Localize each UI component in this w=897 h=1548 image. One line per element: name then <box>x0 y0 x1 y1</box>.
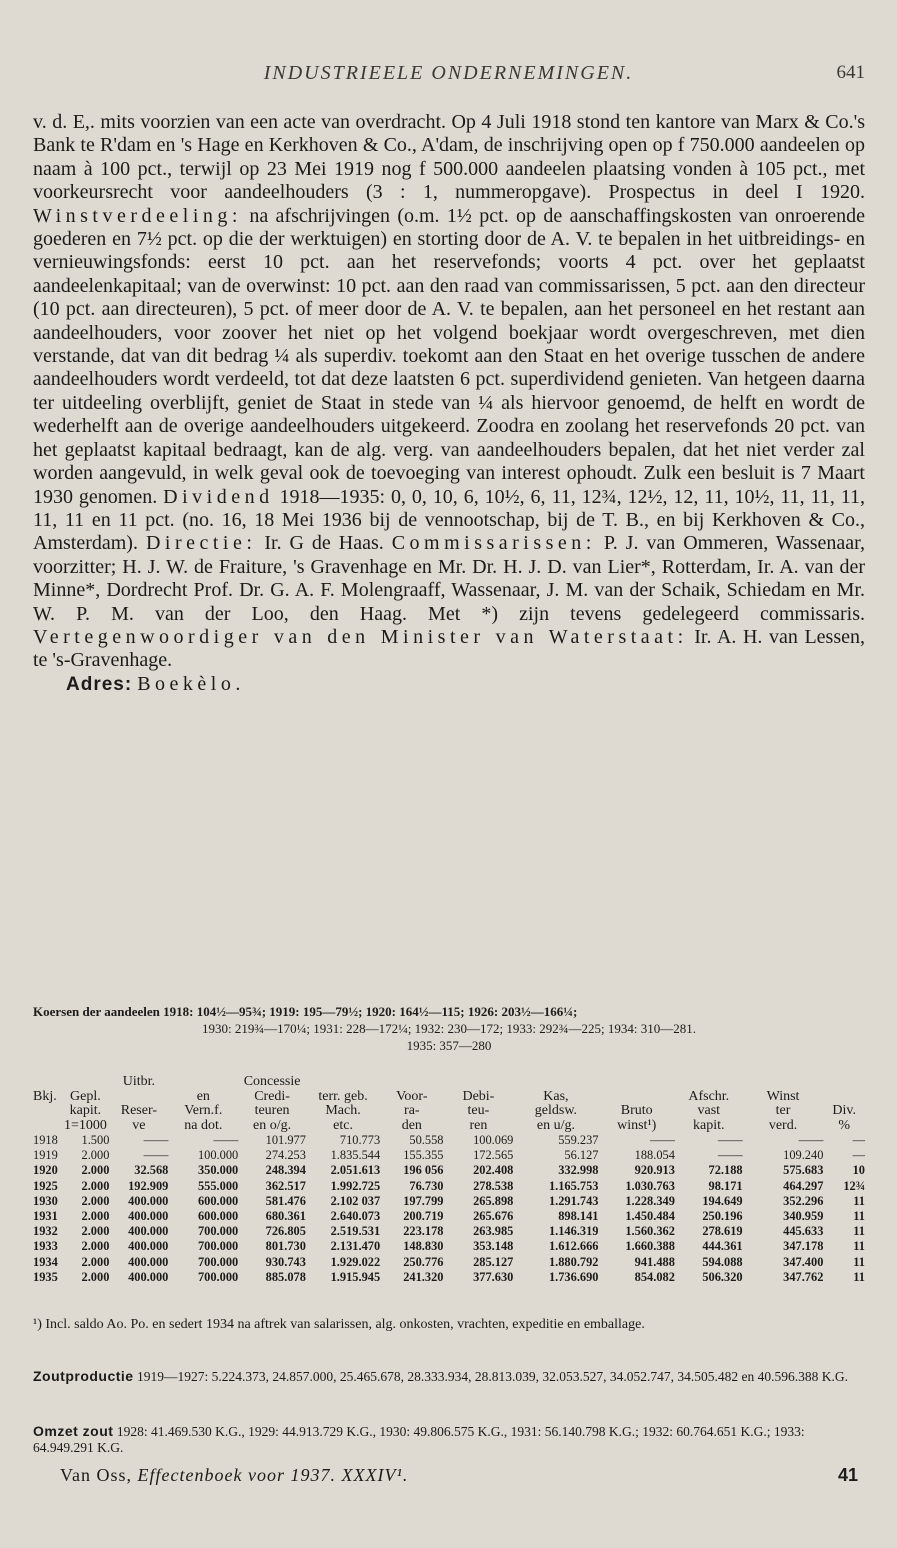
table-cell: 1.880.792 <box>548 1254 599 1269</box>
table-cell: 1.500 <box>81 1133 110 1147</box>
table-cell: 2.640.073 <box>330 1209 381 1224</box>
table-cell: 347.178 <box>783 1239 824 1254</box>
table-header-cell <box>33 1075 61 1090</box>
table-cell: —— <box>717 1133 743 1147</box>
footer-source <box>60 1465 408 1486</box>
footer-volume: XXXIV¹. <box>341 1465 409 1485</box>
table-cell: 1.992.725 <box>330 1178 381 1193</box>
table-cell: 50.558 <box>409 1133 444 1147</box>
table-cell: 1.835.544 <box>330 1148 381 1163</box>
address-value: Boekèlo. <box>137 672 245 695</box>
table-header-cell <box>33 1104 61 1119</box>
table-cell: 464.297 <box>783 1178 824 1193</box>
table-header-cell: Vern.f. <box>184 1103 223 1118</box>
table-cell: 506.320 <box>702 1269 743 1284</box>
salt-turnover-label: Omzet zout <box>33 1423 114 1439</box>
page-footer <box>60 1465 860 1491</box>
table-cell: 581.476 <box>265 1193 306 1208</box>
table-cell: 350.000 <box>197 1163 239 1178</box>
table-header-cell: Concessie <box>243 1074 301 1089</box>
share-prices-values-2: 1930: 219¾—170¼; 1931: 228—172¼; 1932: 230—172; 1933: 292¾—225; 1934: 310—281. <box>201 1021 696 1036</box>
table-header-cell: kapit. <box>69 1103 102 1118</box>
table-cell: —— <box>143 1148 169 1163</box>
table-cell: 2.000 <box>81 1193 110 1208</box>
table-cell: 1.915.945 <box>330 1269 381 1284</box>
footer-book: Effectenboek voor 1937. <box>137 1465 336 1485</box>
table-header-cell: kapit. <box>693 1117 725 1133</box>
table-header-cell: Kas, <box>543 1088 569 1104</box>
table-cell: 1.030.763 <box>625 1178 675 1193</box>
section-label-vertegenwoordiger: Vertegenwoordiger van den Minister van Waterstaat: <box>33 625 688 648</box>
table-cell: —— <box>143 1133 169 1147</box>
table-cell: 32.568 <box>134 1163 169 1178</box>
financial-table <box>33 1075 865 1285</box>
table-cell: 11 <box>853 1254 865 1269</box>
table-cell: 347.762 <box>783 1269 824 1284</box>
table-header-row <box>33 1090 865 1105</box>
address-label: Adres: <box>66 673 133 695</box>
table-cell: 241.320 <box>403 1269 444 1284</box>
table-cell: 2.051.613 <box>330 1163 381 1178</box>
table-cell: 172.565 <box>473 1148 514 1163</box>
salt-production-text: 1919—1927: 5.224.373, 24.857.000, 25.465.678, 28.333.934, 28.813.039, 32.053.527, 34.052.747, 34.505.482 en 40.596.388 K.G. <box>136 1369 848 1384</box>
table-header-cell <box>675 1075 743 1090</box>
table-cell: 353.148 <box>473 1239 514 1254</box>
table-cell: 11 <box>853 1239 865 1254</box>
table-header-row <box>33 1104 865 1119</box>
table-cell: 2.000 <box>81 1239 110 1254</box>
body-text-dividend: 1918—1935: 0, 0, 10, 6, 10½, 6, 11, 12¾, 12½, 12, 11, 10½, 11, 11, 11, 11, 11 en 11 pct. (no. 16, 18 Mei 1936 bij de vennootschap, bij de T. B., en bij Kerkhoven & Co., Amsterdam). <box>33 485 866 555</box>
section-label-directie: Directie: <box>145 532 257 555</box>
table-cell: 2.000 <box>81 1224 110 1239</box>
table-header-cell: teu- <box>467 1103 490 1118</box>
table-cell: 1.146.319 <box>548 1224 599 1239</box>
table-cell: 1.929.022 <box>330 1254 381 1269</box>
table-year-cell: 1925 <box>33 1178 58 1193</box>
table-cell: 11 <box>853 1193 865 1208</box>
address-line <box>33 673 865 696</box>
table-cell: 263.985 <box>473 1224 514 1239</box>
table-header-cell <box>306 1075 380 1090</box>
salt-turnover <box>33 1423 865 1456</box>
table-cell: 278.619 <box>702 1224 743 1239</box>
table-cell: —— <box>717 1148 743 1163</box>
table-header-cell <box>823 1075 865 1090</box>
table-cell: 400.000 <box>128 1269 169 1284</box>
table-cell: 710.773 <box>339 1133 381 1147</box>
table-cell: 2.000 <box>81 1163 110 1178</box>
table-header-cell <box>380 1075 443 1090</box>
table-header-cell: Bruto <box>620 1103 653 1118</box>
table-header-cell <box>823 1090 865 1105</box>
table-year-cell: 1920 <box>33 1163 58 1178</box>
table-cell: 801.730 <box>265 1239 306 1254</box>
table-cell: 400.000 <box>128 1224 169 1239</box>
table-cell: 109.240 <box>783 1148 824 1163</box>
body-text-commissarissen: P. J. van Ommeren, Wassenaar, voorzitter; H. J. W. de Fraiture, 's Gravenhage en Mr. Dr. H. J. D. van Lier*, Rotterdam, Ir. A. van der Minne*, Dordrecht Prof. Dr. G. A. F. Molengraaff, Wassenaar, J. M. van der Schaik, Schiedam en Mr. W. P. M. van der Loo, den Haag. Met *) zijn tevens gedelegeerd commissaris. <box>33 532 865 625</box>
table-cell: 2.000 <box>81 1178 110 1193</box>
table-cell: 12¾ <box>843 1178 865 1193</box>
table-year-cell: 1933 <box>33 1239 58 1254</box>
table-cell: 2.000 <box>81 1209 110 1224</box>
table-cell: 100.000 <box>197 1148 239 1163</box>
table-header-cell: Voor- <box>396 1088 428 1104</box>
table-row <box>33 1179 865 1194</box>
table-footnote: ¹) Incl. saldo Ao. Po. en sedert 1934 na aftrek van salarissen, alg. onkosten, vrachten, expeditie en emballage. <box>33 1317 645 1332</box>
table-header-cell <box>743 1075 824 1090</box>
table-header-cell <box>61 1075 109 1090</box>
body-text-intro: v. d. E,. mits voorzien van een acte van overdracht. Op 4 Juli 1918 stond ten kantore van Marx & Co.'s Bank te R'dam en 's Hage en Kerkhoven & Co., A'dam, de inschrijving open op f 750.000 aandeelen op naam à 100 pct., terwijl op 23 Mei 1919 nog f 500.000 aandeelen plaatsing vonden à 105 pct., met voorkeursrecht voor aandeelhouders (3 : 1, nummeropgave). Prospectus in deel I 1920. <box>33 111 865 204</box>
table-header-cell: Afschr. <box>688 1088 730 1104</box>
table-cell: —— <box>213 1133 239 1147</box>
table-cell: 726.805 <box>265 1224 306 1239</box>
table-cell: 155.355 <box>403 1148 444 1163</box>
table-cell: 680.361 <box>265 1209 306 1224</box>
table-header-cell: en <box>196 1088 210 1104</box>
body-text-vertegenwoordiger: Ir. A. H. van Lessen, te 's-Gravenhage. <box>33 625 865 672</box>
table-cell: 188.054 <box>634 1148 675 1163</box>
table-header-cell <box>599 1090 675 1105</box>
table-cell: 1.450.484 <box>625 1209 675 1224</box>
section-label-commissarissen: Commissarissen: <box>391 532 596 555</box>
table-cell: 11 <box>853 1224 865 1239</box>
table-cell: 11 <box>853 1209 865 1224</box>
table-row <box>33 1255 865 1270</box>
table-cell: 920.913 <box>634 1163 675 1178</box>
table-cell: 885.078 <box>265 1269 306 1284</box>
table-header-cell: Mach. <box>325 1103 361 1118</box>
table-header-cell: ren <box>469 1117 488 1133</box>
table-cell: 2.131.470 <box>330 1239 381 1254</box>
table-cell: 2.519.531 <box>330 1224 381 1239</box>
table-row <box>33 1209 865 1224</box>
table-cell: — <box>852 1133 865 1147</box>
table-cell: 400.000 <box>128 1193 169 1208</box>
table-header-cell: Winst <box>766 1088 800 1104</box>
page-header <box>0 60 897 90</box>
table-header-cell: winst¹) <box>617 1117 657 1133</box>
share-prices-values-1: 1918: 104½—95¾; 1919: 195—79½; 1920: 164½—115; 1926: 203½—166¼; <box>163 1004 578 1019</box>
table-cell: 941.488 <box>634 1254 675 1269</box>
main-text <box>33 111 865 696</box>
table-cell: 555.000 <box>197 1178 239 1193</box>
table-header-cell: % <box>838 1117 851 1133</box>
table-header-cell <box>599 1075 675 1090</box>
table-cell: 265.898 <box>473 1193 514 1208</box>
body-paragraph <box>33 111 865 673</box>
table-cell: 100.069 <box>473 1133 514 1147</box>
table-header-cell: Bkj. <box>33 1088 57 1104</box>
table-row <box>33 1148 865 1163</box>
table-row <box>33 1133 865 1148</box>
table-cell: 11 <box>853 1269 865 1284</box>
share-prices-values-3: 1935: 357—280 <box>406 1038 492 1053</box>
table-header-cell: etc. <box>333 1117 353 1133</box>
table-header-cell: en o/g. <box>253 1117 292 1133</box>
table-cell: 930.743 <box>265 1254 306 1269</box>
table-cell: 285.127 <box>473 1254 514 1269</box>
table-cell: 248.394 <box>265 1163 306 1178</box>
table-header-cell: ra- <box>404 1103 420 1118</box>
table-cell: 362.517 <box>265 1178 306 1193</box>
table-cell: 101.977 <box>265 1133 306 1147</box>
table-header-cell: Uitbr. <box>122 1074 156 1089</box>
table-header-cell <box>513 1075 598 1090</box>
table-header-cell <box>33 1119 61 1134</box>
table-header-cell: den <box>401 1117 422 1133</box>
table-year-cell: 1935 <box>33 1269 58 1284</box>
table-header-cell <box>109 1090 168 1105</box>
table-year-cell: 1931 <box>33 1209 58 1224</box>
share-prices-label: Koersen der aandeelen <box>33 1004 160 1019</box>
table-header-cell: terr. geb. <box>318 1088 368 1104</box>
share-prices <box>33 1003 865 1054</box>
table-row <box>33 1163 865 1178</box>
table-cell: 444.361 <box>702 1239 743 1254</box>
table-cell: 400.000 <box>128 1239 169 1254</box>
table-cell: 600.000 <box>197 1209 239 1224</box>
table-cell: 2.000 <box>81 1148 110 1163</box>
table-cell: 352.296 <box>783 1193 824 1208</box>
table-cell: 274.253 <box>265 1148 306 1163</box>
table-cell: 2.102 037 <box>330 1193 381 1208</box>
table-cell: 223.178 <box>403 1224 444 1239</box>
salt-turnover-text: 1928: 41.469.530 K.G., 1929: 44.913.729 K.G., 1930: 49.806.575 K.G., 1931: 56.140.798 K.G.; 1932: 60.764.651 K.G.; 1933: 64.949.291 K.G. <box>33 1424 805 1455</box>
table-row <box>33 1239 865 1254</box>
table-header-cell: ter <box>775 1103 791 1118</box>
table-cell: 377.630 <box>473 1269 514 1284</box>
body-text-winstverdeeling: na afschrijvingen (o.m. 1½ pct. op de aanschaffingskosten van onroerende goederen en 7½ pct. op die der werktuigen) en storting door de A. V. te bepalen in het uitbreidings- en vernieuwingsfonds: eerst 10 pct. aan het reservefonds; voorts 4 pct. over het geplaatst aandeelenkapitaal; van de overwinst: 10 pct. aan den raad van commissarissen, 5 pct. aan den directeur (10 pct. aan directeuren), 5 pct. of meer door de A. V. te bepalen, aan het personeel en het restant aan aandeelhouders, voor zoover het niet op het volgend boekjaar wordt overgeschreven, met dien verstande, dat van dit bedrag ¼ als superdiv. toekomt aan den Staat en het overige tusschen de andere aandeelhouders wordt verdeeld, tot dat deze laatsten 6 pct. superdividend genieten. Van hetgeen daarna ter uitdeeling overblijft, geniet de Staat in stede van ¼ als hiervoor genoemd, de helft en wordt de wederhelft aan de overige aandeelhouders uitgekeerd. Zoodra en zoolang het reservefonds 20 pct. van het geplaatst kapitaal bedraagt, kan de alg. verg. van aandeelhouders bepalen, dat het niet verder zal worden aangevuld, in welk geval ook de toevoeging van interest ophoudt. Zulk een besluit is 7 Maart 1930 genomen. <box>33 204 866 508</box>
table-cell: 559.237 <box>558 1133 599 1147</box>
table-cell: 1.291.743 <box>548 1193 599 1208</box>
table-header-cell: en u/g. <box>536 1117 575 1133</box>
footer-author: Van Oss, <box>60 1465 133 1485</box>
table-cell: 1.660.388 <box>625 1239 675 1254</box>
table-cell: 196 056 <box>403 1163 444 1178</box>
running-title: INDUSTRIEELE ONDERNEMINGEN. <box>263 62 634 84</box>
table-cell: 340.959 <box>783 1209 824 1224</box>
table-year-cell: 1932 <box>33 1224 58 1239</box>
table-cell: 347.400 <box>783 1254 824 1269</box>
salt-production-label: Zoutproductie <box>33 1368 134 1384</box>
table-header-cell <box>168 1075 238 1090</box>
table-header-cell: Div. <box>832 1103 856 1118</box>
table-cell: 1.165.753 <box>548 1178 599 1193</box>
table-cell: 200.719 <box>403 1209 444 1224</box>
table-year-cell: 1918 <box>33 1133 58 1147</box>
section-label-dividend: Dividend <box>163 485 274 508</box>
table-cell: 700.000 <box>197 1239 239 1254</box>
table-header-cell: 1=1000 <box>63 1117 107 1133</box>
table-cell: 148.830 <box>403 1239 444 1254</box>
page-number: 641 <box>836 62 865 83</box>
table-header-cell: teuren <box>254 1103 290 1118</box>
table-cell: 76.730 <box>409 1178 444 1193</box>
table-header-cell: verd. <box>768 1117 798 1133</box>
table-cell: 700.000 <box>197 1254 239 1269</box>
table-header-row <box>33 1075 865 1090</box>
table-header-cell: Reser- <box>120 1103 158 1118</box>
table-cell: 72.188 <box>708 1163 743 1178</box>
table-cell: 56.127 <box>564 1148 599 1163</box>
table-cell: 445.633 <box>783 1224 824 1239</box>
table-cell: 700.000 <box>197 1269 239 1284</box>
table-cell: 854.082 <box>634 1269 675 1284</box>
table-cell: 2.000 <box>81 1269 110 1284</box>
table-header-cell: Gepl. <box>70 1088 101 1104</box>
table-cell: 2.000 <box>81 1254 110 1269</box>
salt-production <box>33 1368 865 1385</box>
table-header-row <box>33 1119 865 1134</box>
section-label-winstverdeeling: Winstverdeeling: <box>33 204 242 227</box>
table-cell: 192.909 <box>128 1178 169 1193</box>
table-year-cell: 1919 <box>33 1148 58 1163</box>
table-cell: 250.196 <box>702 1209 743 1224</box>
table-header-cell: ve <box>132 1117 146 1133</box>
table-cell: —— <box>798 1133 824 1147</box>
table-header-cell: Debi- <box>462 1088 495 1104</box>
table-cell: —— <box>650 1133 675 1147</box>
table-cell: 98.171 <box>708 1178 743 1193</box>
table-cell: 898.141 <box>558 1209 599 1224</box>
table-cell: 594.088 <box>702 1254 743 1269</box>
table-cell: 700.000 <box>197 1224 239 1239</box>
table-header-cell: Credi- <box>254 1088 290 1104</box>
table-cell: 1.560.362 <box>625 1224 675 1239</box>
table-cell: 202.408 <box>473 1163 514 1178</box>
table-year-cell: 1934 <box>33 1254 58 1269</box>
table-cell: 1.612.666 <box>548 1239 599 1254</box>
table-header-cell <box>443 1075 513 1090</box>
table-header-cell: na dot. <box>184 1117 223 1133</box>
table-cell: 265.676 <box>473 1209 514 1224</box>
table-header-cell: geldsw. <box>534 1103 578 1118</box>
table-cell: 197.799 <box>403 1193 444 1208</box>
share-prices-line-1 <box>33 1003 865 1020</box>
table-header-cell: vast <box>697 1103 721 1118</box>
table-cell: 10 <box>852 1163 865 1178</box>
table-cell: 278.538 <box>473 1178 514 1193</box>
footer-sheet-number: 41 <box>837 1465 858 1485</box>
table-cell: 332.998 <box>558 1163 599 1178</box>
table-cell: 1.736.690 <box>548 1269 599 1284</box>
table-cell: 250.776 <box>403 1254 444 1269</box>
table-cell: 1.228.349 <box>625 1193 675 1208</box>
table-cell: 194.649 <box>702 1193 743 1208</box>
table-year-cell: 1930 <box>33 1193 58 1208</box>
table-row <box>33 1224 865 1239</box>
table-cell: — <box>852 1148 865 1163</box>
table-cell: 600.000 <box>197 1193 239 1208</box>
table-row <box>33 1194 865 1209</box>
table-cell: 400.000 <box>128 1254 169 1269</box>
table-row <box>33 1270 865 1285</box>
table-cell: 575.683 <box>783 1163 824 1178</box>
body-text-directie: Ir. G de Haas. <box>264 532 384 555</box>
table-cell: 400.000 <box>128 1209 169 1224</box>
